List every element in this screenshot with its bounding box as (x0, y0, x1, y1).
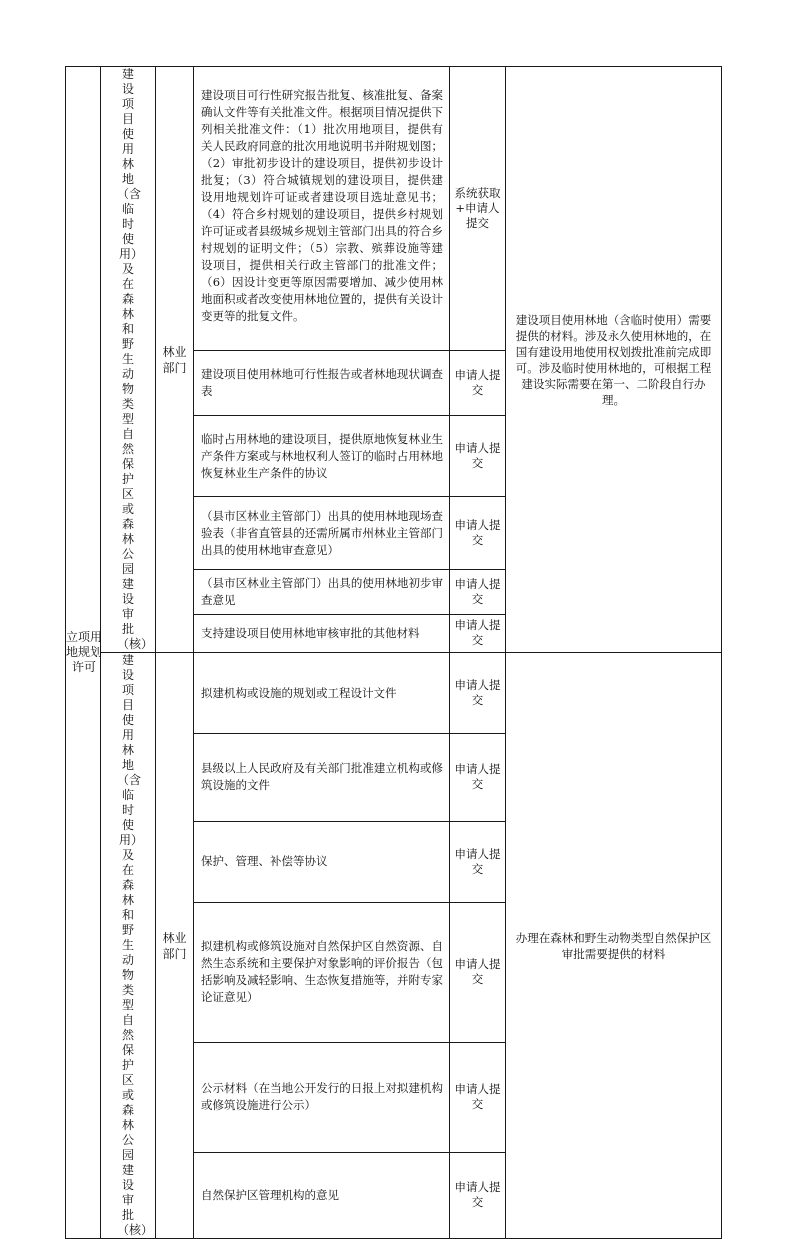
source-cell (450, 614, 506, 653)
note-cell (506, 653, 722, 1239)
material-text: 拟建机构或设施的规划或工程设计文件 (201, 685, 397, 700)
source-text: 申请人提交 (454, 368, 501, 398)
material-text: 自然保护区管理机构的意见 (201, 1187, 339, 1202)
source-text: 申请人提交 (454, 846, 501, 876)
material-text: 临时占用林地的建设项目，提供原地恢复林业生产条件方案或与林地权利人签订的临时占用林地恢复林业生产条件的协议 (201, 431, 443, 480)
material-cell (194, 497, 450, 570)
material-text: （县市区林业主管部门）出具的使用林地现场查验表（非省直管县的还需所属市州林业主管部门出具的使用林地审查意见） (201, 508, 443, 557)
material-cell (194, 653, 450, 734)
source-text: 申请人提交 (454, 1180, 501, 1210)
material-cell (194, 569, 450, 614)
dept-cell (156, 67, 194, 653)
source-cell (450, 569, 506, 614)
subject-cell (101, 653, 156, 1239)
source-cell (450, 1043, 506, 1153)
material-cell (194, 1043, 450, 1153)
source-text: 申请人提交 (454, 957, 501, 987)
category-cell (66, 67, 101, 1239)
source-cell (450, 497, 506, 570)
material-cell (194, 902, 450, 1042)
material-cell (194, 351, 450, 416)
subject-cell (101, 67, 156, 653)
dept-label: 林业部门 (162, 344, 187, 375)
dept-label: 林业部门 (162, 930, 187, 961)
material-text: 公示材料（在当地公开发行的日报上对拟建机构或修筑设施进行公示） (201, 1081, 443, 1113)
source-cell (450, 821, 506, 902)
table-row (66, 653, 722, 734)
source-text: 系统获取+申请人提交 (454, 186, 501, 231)
material-cell (194, 821, 450, 902)
material-text: 建设项目可行性研究报告批复、核准批复、备案确认文件等有关批准文件。根据项目情况提供下列相关批准文件：（1）批次用地项目，提供有关人民政府同意的批次用地说明书并附规划图；（2）审批初步设计的建设项目，提供初步设计批复；（3）符合城镇规划的建设项目，提供建设用地规划许可证或者建设项目选址意见书；（4）符合乡村规划的建设项目，提供乡村规划许可证或者县级城乡规划主管部门出具的符合乡村规划的证明文件；（5）宗教、殡葬设施等建设项目，提供相关行政主管部门的批准文件；（6）因设计变更等原因需要增加、减少使用林地面积或者改变使用林地位置的，提供有关设计变更等的批复文件。 (201, 88, 443, 323)
material-cell (194, 614, 450, 653)
material-cell (194, 1152, 450, 1238)
source-cell (450, 67, 506, 351)
source-cell (450, 734, 506, 822)
source-text: 申请人提交 (454, 762, 501, 792)
source-cell (450, 902, 506, 1042)
subject-label: 建设项目使用林地（含临时使用）及在森林和野生动物类型自然保护区或森林公园建设审批（核） (117, 67, 154, 651)
note-text: 建设项目使用林地（含临时使用）需要提供的材料。涉及永久使用林地的，在国有建设用地使用权划拨批准前完成即可。涉及临时使用林地的，可根据工程建设实际需要在第一、二阶段自行办理。 (515, 312, 712, 407)
source-text: 申请人提交 (454, 1082, 501, 1112)
material-text: 县级以上人民政府及有关部门批准建立机构或修筑设施的文件 (201, 761, 443, 793)
table-row (66, 67, 722, 351)
note-text: 办理在森林和野生动物类型自然保护区审批需要提供的材料 (515, 930, 712, 961)
source-cell (450, 653, 506, 734)
source-text: 申请人提交 (454, 678, 501, 708)
category-label: 立项用地规划许可 (66, 630, 103, 674)
material-text: 支持建设项目使用林地审核审批的其他材料 (201, 625, 420, 640)
material-cell (194, 67, 450, 351)
permit-materials-table (65, 66, 722, 1239)
source-text: 申请人提交 (454, 618, 501, 648)
material-text: 拟建机构或修筑设施对自然保护区自然资源、自然生态系统和主要保护对象影响的评价报告（包括影响及减轻影响、生态恢复措施等，并附专家论证意见） (201, 939, 443, 1005)
material-text: （县市区林业主管部门）出具的使用林地初步审查意见 (201, 575, 443, 607)
material-cell (194, 734, 450, 822)
subject-label: 建设项目使用林地（含临时使用）及在森林和野生动物类型自然保护区或森林公园建设审批（核） (117, 653, 154, 1237)
material-text: 建设项目使用林地可行性报告或者林地现状调查表 (201, 367, 443, 399)
dept-cell (156, 653, 194, 1239)
material-text: 保护、管理、补偿等协议 (201, 854, 328, 869)
source-text: 申请人提交 (454, 441, 501, 471)
material-cell (194, 416, 450, 497)
source-cell (450, 351, 506, 416)
source-cell (450, 1152, 506, 1238)
source-text: 申请人提交 (454, 518, 501, 548)
source-cell (450, 416, 506, 497)
note-cell (506, 67, 722, 653)
source-text: 申请人提交 (454, 576, 501, 606)
